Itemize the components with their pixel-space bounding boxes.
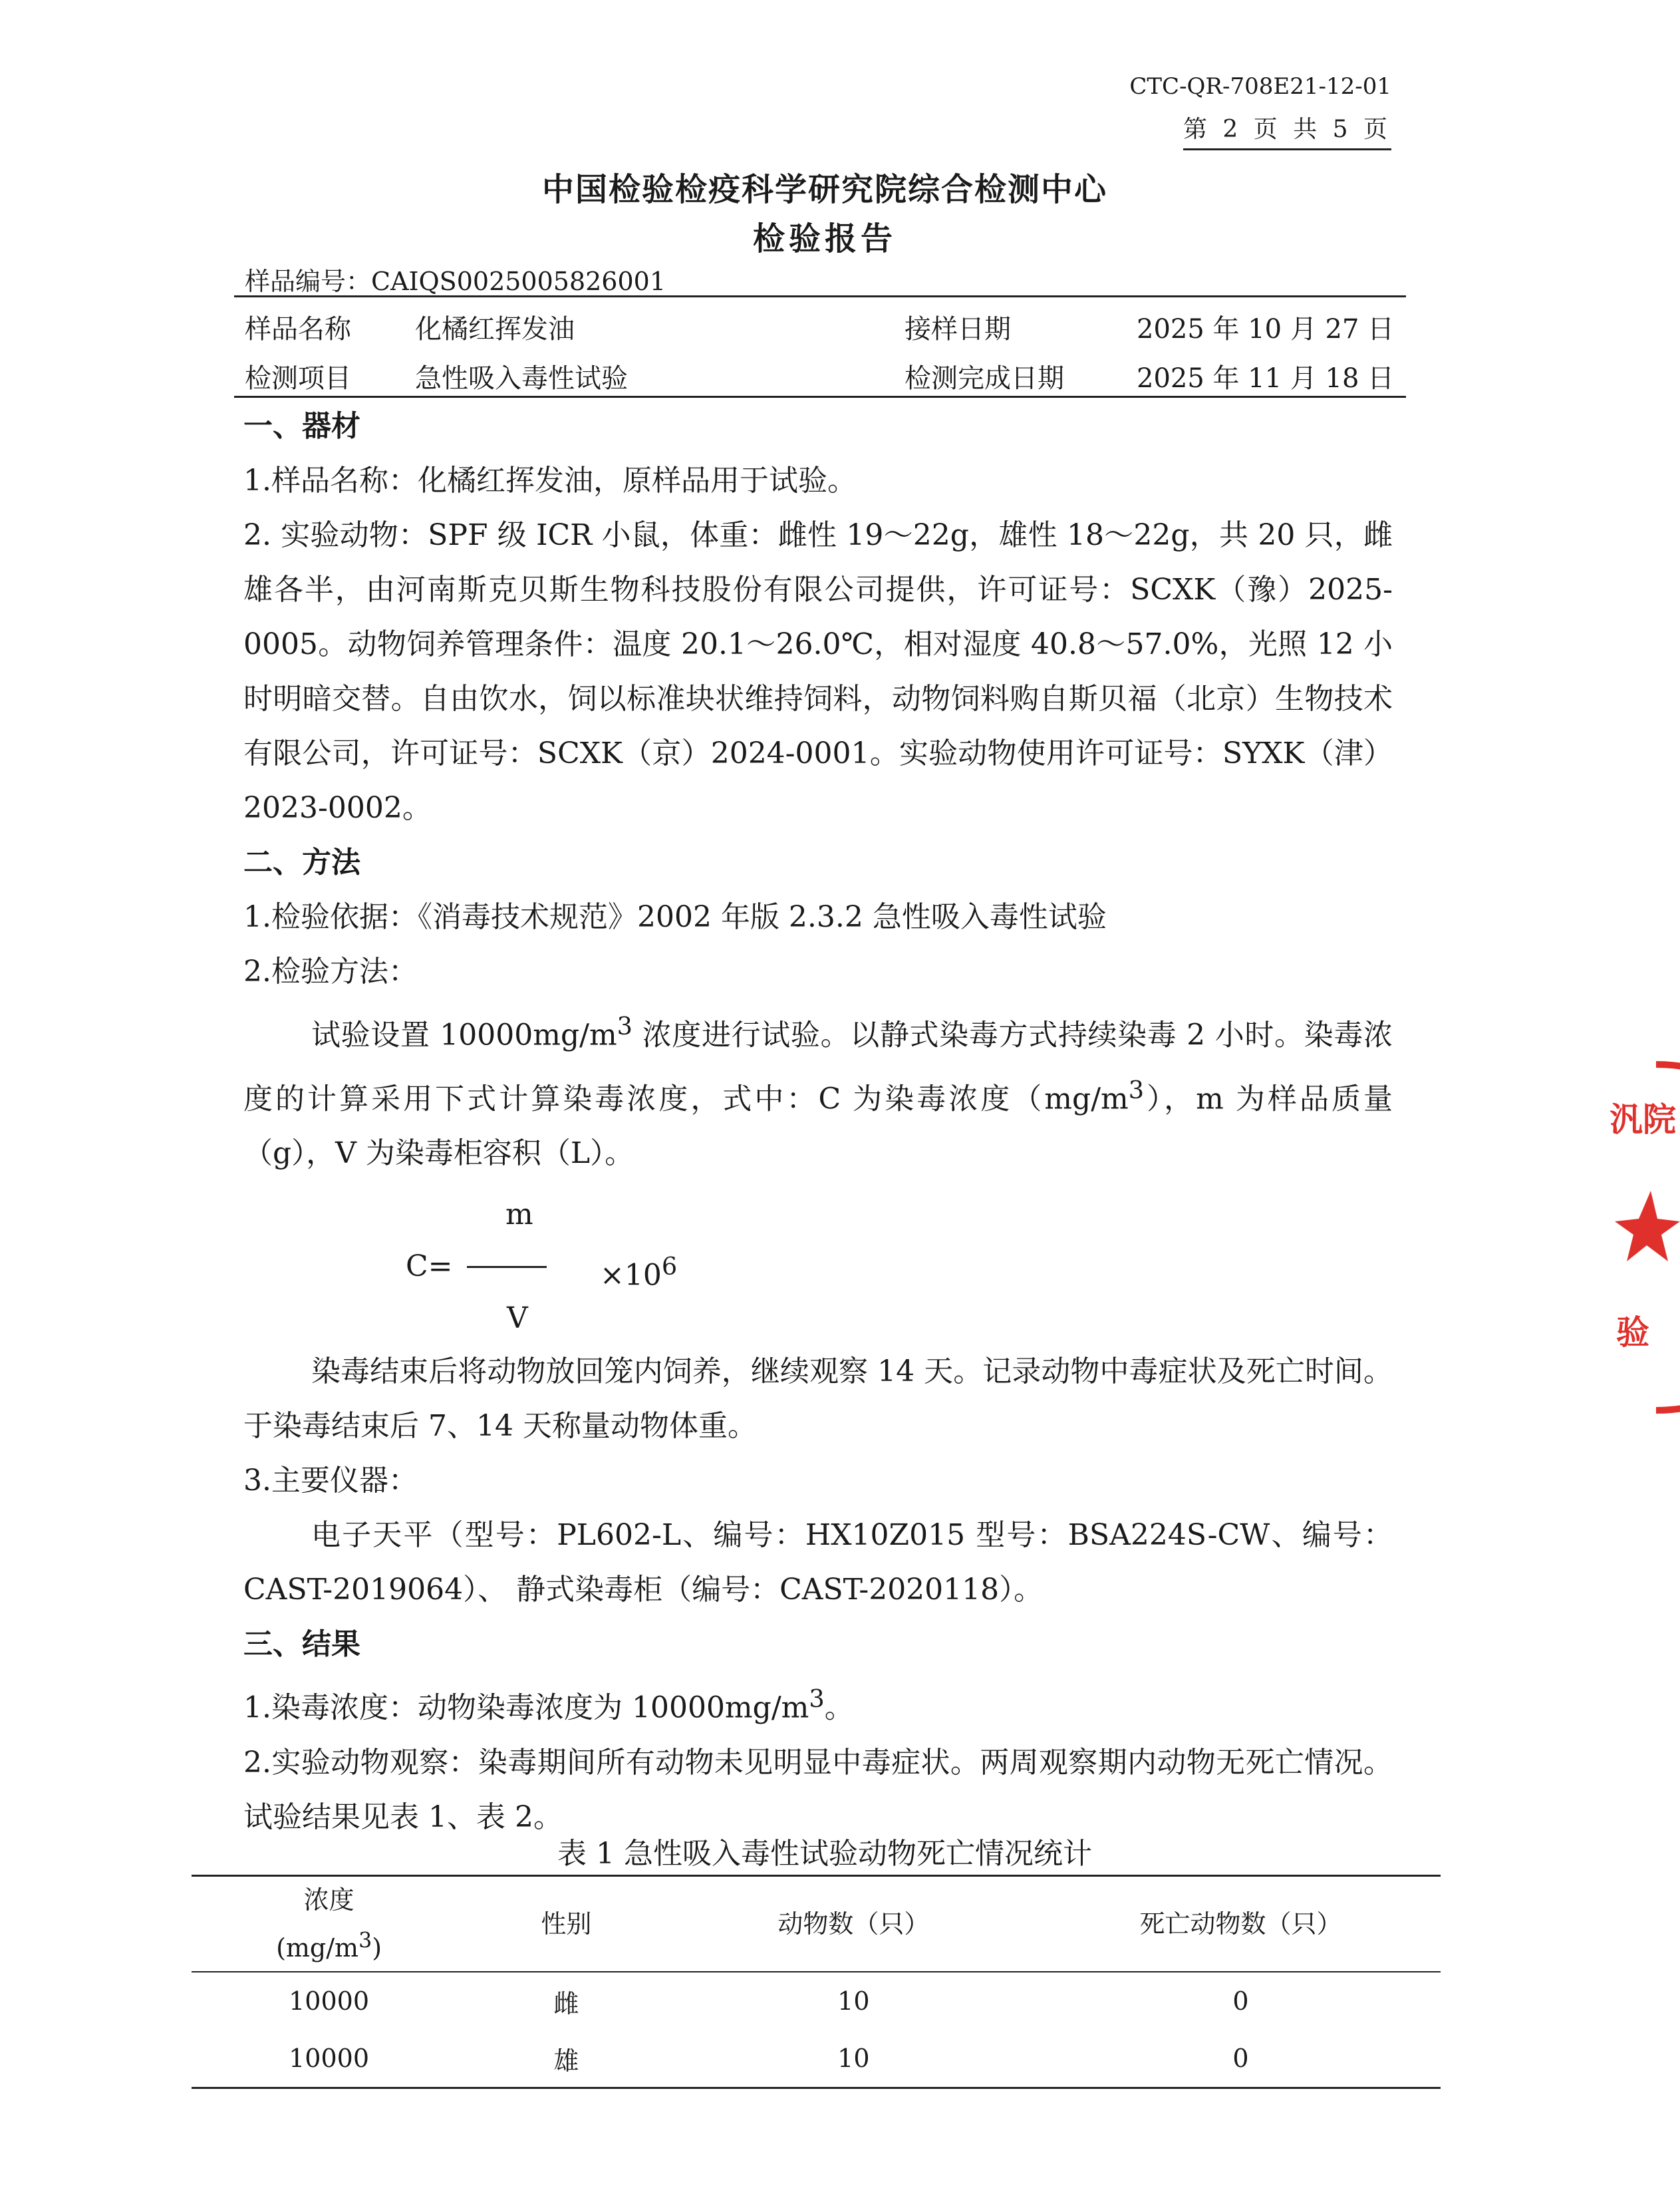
text-fragment: 。 bbox=[824, 1690, 854, 1725]
table-row bbox=[192, 1972, 1441, 2030]
text-fragment: ×10 bbox=[600, 1258, 662, 1293]
paragraph: 染毒结束后将动物放回笼内饲养，继续观察 14 天。记录动物中毒症状及死亡时间。于染毒结束后 7、14 天称量动物体重。 bbox=[243, 1354, 1393, 1444]
formula-lhs: C= bbox=[406, 1249, 453, 1284]
text-fragment: ），m 为样品质量（g），V 为染毒柜容积（L）。 bbox=[243, 1082, 1393, 1171]
superscript: 3 bbox=[617, 1012, 632, 1040]
report-body bbox=[243, 399, 1393, 1845]
info-value: 化橘红挥发油 bbox=[415, 314, 575, 345]
info-value: 急性吸入毒性试验 bbox=[415, 363, 628, 394]
text-fragment: 试验设置 10000mg/m bbox=[311, 1018, 617, 1052]
column-header: 动物数（只） bbox=[666, 1876, 1041, 1972]
superscript: 6 bbox=[661, 1252, 678, 1281]
paragraph: 2.检验方法： bbox=[243, 955, 418, 989]
report-title: 检验报告 bbox=[752, 220, 897, 257]
table-cell: 10000 bbox=[289, 1986, 370, 2016]
section-heading: 二、方法 bbox=[243, 846, 360, 879]
seal-text-top: 汎院 bbox=[1610, 1100, 1676, 1139]
section-heading: 一、器材 bbox=[243, 409, 360, 443]
info-row bbox=[234, 297, 1406, 347]
superscript: 3 bbox=[358, 1929, 372, 1953]
table-cell: 雌 bbox=[553, 1988, 579, 2018]
info-value: 2025 年 11 月 18 日 bbox=[1137, 363, 1395, 394]
info-label: 检测项目 bbox=[245, 363, 351, 394]
formula-multiplier bbox=[600, 1239, 677, 1303]
text-fragment: 1.染毒浓度：动物染毒浓度为 10000mg/m bbox=[243, 1690, 809, 1725]
info-label: 样品名称 bbox=[245, 314, 351, 345]
header-line: 浓度 bbox=[303, 1885, 354, 1915]
red-seal-stamp bbox=[1600, 1064, 1680, 1410]
paragraph: 1.样品名称：化橘红挥发油，原样品用于试验。 bbox=[243, 464, 857, 498]
fraction-line bbox=[467, 1266, 547, 1268]
star-icon bbox=[1615, 1191, 1680, 1261]
column-header bbox=[192, 1876, 466, 1972]
paragraph: 电子天平（型号：PL602-L、编号：HX10Z015 型号：BSA224S-CW、编号：CAST-2019064）、 静式染毒柜（编号：CAST-2020118）。 bbox=[243, 1518, 1393, 1607]
header-line bbox=[276, 1929, 382, 1963]
paragraph: 2. 实验动物：SPF 级 ICR 小鼠，体重：雌性 19～22g，雄性 18～22g，共 20 只，雌雄各半，由河南斯克贝斯生物科技股份有限公司提供，许可证号：SCXK（豫）2025-0005。动物饲养管理条件：温度 20.1～26.0℃，相对湿度 40.8～57.0%，光照 12 小时明暗交替。自由饮水，饲以标准块状维持饲料，动物饲料购自斯贝福（北京）生物技术有限公司，许可证号：SCXK（京）2024-0001。实验动物使用许可证号：SYXK（津）2023-0002。 bbox=[243, 518, 1393, 825]
text-fragment: 浓度进行试验。以静式染毒方式持续染毒 2 小时。染毒浓度的计算采用下式计算染毒浓度，式中：C 为染毒浓度（mg/m bbox=[243, 1018, 1393, 1116]
formula-numerator: m bbox=[505, 1197, 533, 1232]
text-fragment: ) bbox=[372, 1933, 382, 1963]
formula-denominator: V bbox=[507, 1301, 528, 1336]
mortality-table bbox=[192, 1875, 1441, 2089]
text-fragment: (mg/m bbox=[276, 1933, 359, 1963]
paragraph: 2.实验动物观察：染毒期间所有动物未见明显中毒症状。两周观察期内动物无死亡情况。试验结果见表 1、表 2。 bbox=[243, 1745, 1393, 1834]
section-heading: 三、结果 bbox=[243, 1627, 360, 1662]
info-label: 检测完成日期 bbox=[905, 363, 1064, 394]
table-cell: 雄 bbox=[553, 2046, 579, 2076]
paragraph: 3.主要仪器： bbox=[243, 1464, 418, 1498]
table-cell: 10 bbox=[837, 2044, 870, 2073]
table-cell: 0 bbox=[1232, 2044, 1249, 2073]
column-header: 死亡动物数（只） bbox=[1041, 1876, 1441, 1972]
paragraph bbox=[243, 1672, 1393, 1736]
table-caption: 表 1 急性吸入毒性试验动物死亡情况统计 bbox=[557, 1837, 1092, 1871]
page-number: 第 2 页 共 5 页 bbox=[1183, 110, 1391, 150]
document-code: CTC-QR-708E21-12-01 bbox=[1129, 73, 1391, 100]
seal-text-bottom: 验 bbox=[1616, 1313, 1649, 1352]
table-header-row bbox=[192, 1876, 1441, 1972]
info-row bbox=[234, 347, 1406, 396]
superscript: 3 bbox=[809, 1684, 825, 1714]
paragraph bbox=[243, 999, 1393, 1181]
table-row bbox=[192, 2030, 1441, 2088]
table-cell: 10 bbox=[837, 1986, 870, 2016]
info-label: 接样日期 bbox=[905, 314, 1011, 345]
info-table bbox=[234, 295, 1406, 398]
table-cell: 0 bbox=[1232, 1986, 1249, 2016]
organization-title: 中国检验检疫科学研究院综合检测中心 bbox=[541, 171, 1107, 208]
table-cell: 10000 bbox=[289, 2044, 370, 2073]
info-value: 2025 年 10 月 27 日 bbox=[1137, 314, 1395, 345]
superscript: 3 bbox=[1128, 1075, 1145, 1104]
sample-id: 样品编号：CAIQS0025005826001 bbox=[245, 267, 666, 296]
paragraph: 1.检验依据：《消毒技术规范》2002 年版 2.3.2 急性吸入毒性试验 bbox=[243, 900, 1107, 934]
column-header: 性别 bbox=[466, 1876, 666, 1972]
concentration-formula bbox=[243, 1181, 1393, 1344]
